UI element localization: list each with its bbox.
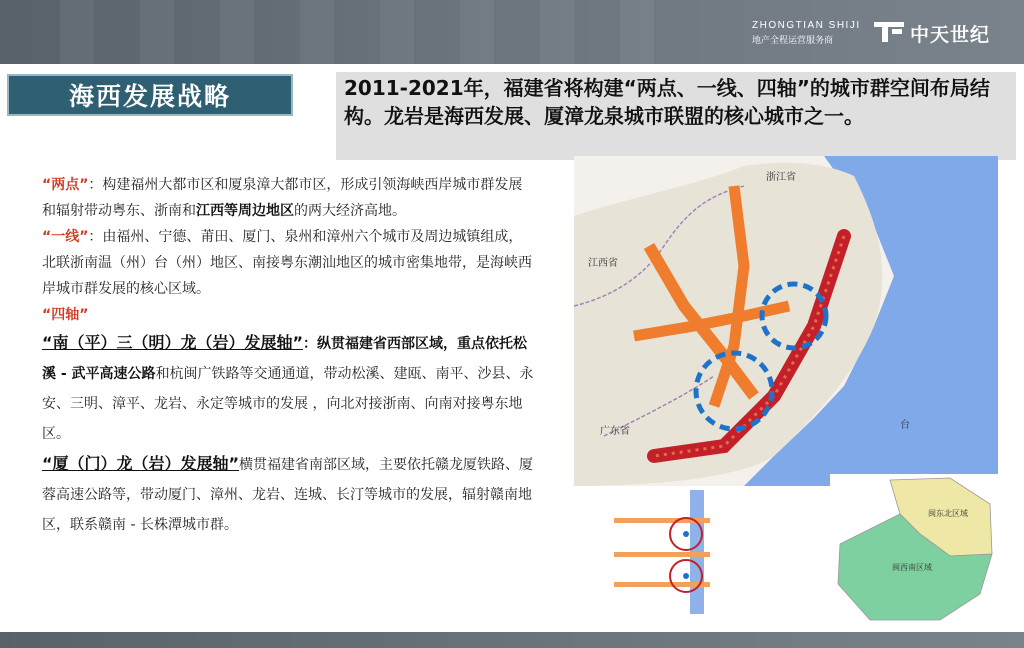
label-one-line: “一线” (42, 229, 89, 245)
header-stripe (60, 0, 94, 64)
paragraph-axis-1 (42, 328, 536, 449)
axis-1-title: “南（平）三（明）龙（岩）发展轴” (42, 333, 304, 352)
header-stripe (220, 0, 254, 64)
label-south-west-region: 闽西南区域 (892, 563, 932, 572)
label-zhejiang: 浙江省 (766, 172, 796, 183)
brand-logo (752, 18, 1004, 48)
one-line-text: ：由福州、宁德、莆田、厦门、泉州和漳州六个城市及周边城镇组成，北联浙南温（州）台（州）地区、南接粤东潮汕地区的城市密集地带，是海峡西岸城市群发展的核心区域。 (42, 229, 532, 297)
label-jiangxi: 江西省 (588, 258, 618, 269)
paragraph-two-points (42, 172, 536, 224)
slide-title: 海西发展战略 (68, 82, 231, 111)
header-stripe (620, 0, 654, 64)
diagram-node (683, 531, 689, 537)
footer-band (0, 632, 1024, 648)
body-text (42, 172, 536, 540)
two-points-bold: 江西等周边地区 (196, 203, 294, 219)
fujian-strategy-map (574, 156, 998, 486)
paragraph-one-line (42, 224, 536, 302)
fujian-region-map (830, 474, 998, 624)
header-stripe (460, 0, 494, 64)
brand-pinyin: ZHONGTIAN SHIJI (752, 20, 861, 31)
brand-name: 中天世纪 (910, 24, 991, 46)
label-guangdong: 广东省 (600, 426, 630, 437)
two-points-text-b: 的两大经济高地。 (294, 203, 406, 219)
two-points-text-a: ：构建福州大都市区和厦泉漳大都市区，形成引领海峡西岸城市群发展和辐射带动粤东、浙南和 (42, 177, 523, 219)
label-two-points: “两点” (42, 177, 89, 193)
slide-title-box (7, 74, 293, 116)
paragraph-axis-2 (42, 449, 536, 540)
header-stripe (300, 0, 334, 64)
label-north-east-region: 闽东北区域 (928, 509, 968, 518)
header-stripe (540, 0, 574, 64)
label-taiwan: 台 (900, 420, 910, 431)
axis-2-title: “厦（门）龙（岩）发展轴” (42, 454, 240, 473)
axis-1-bold: 松溪 - 武平高速公路 (42, 336, 528, 382)
brand-tagline: 地产全程运营服务商 (752, 36, 834, 46)
header-stripe (140, 0, 174, 64)
diagram-axis-band (614, 582, 710, 587)
paragraph-four-axes-label (42, 302, 536, 328)
label-four-axes: “四轴” (42, 307, 89, 323)
diagram-axis-band (614, 552, 710, 557)
axis-2-text: 横贯福建省南部区域，主要依托赣龙厦铁路、厦蓉高速公路等，带动厦门、漳州、龙岩、连城、长汀等城市的发展，辐射赣南地区，联系赣南 - 长株潭城市群。 (42, 457, 534, 533)
header-stripe (380, 0, 414, 64)
headline: 2011-2021年，福建省将构建“两点、一线、四轴”的城市群空间布局结构。龙岩是海西发展、厦漳龙泉城市联盟的核心城市之一。 (336, 72, 1016, 160)
axis-1-text-a: ：纵贯福建省西部区域，重点依托 (303, 336, 514, 352)
diagram-node (683, 573, 689, 579)
brand-mark-icon (874, 20, 904, 42)
axis-diagram-map (604, 490, 734, 614)
axis-1-text-b: 和杭闽广铁路等交通通道，带动松溪、建瓯、南平、沙县、永安、三明、漳平、龙岩、永定等城市的发展 ，向北对接浙南、向南对接粤东地区。 (42, 366, 534, 442)
